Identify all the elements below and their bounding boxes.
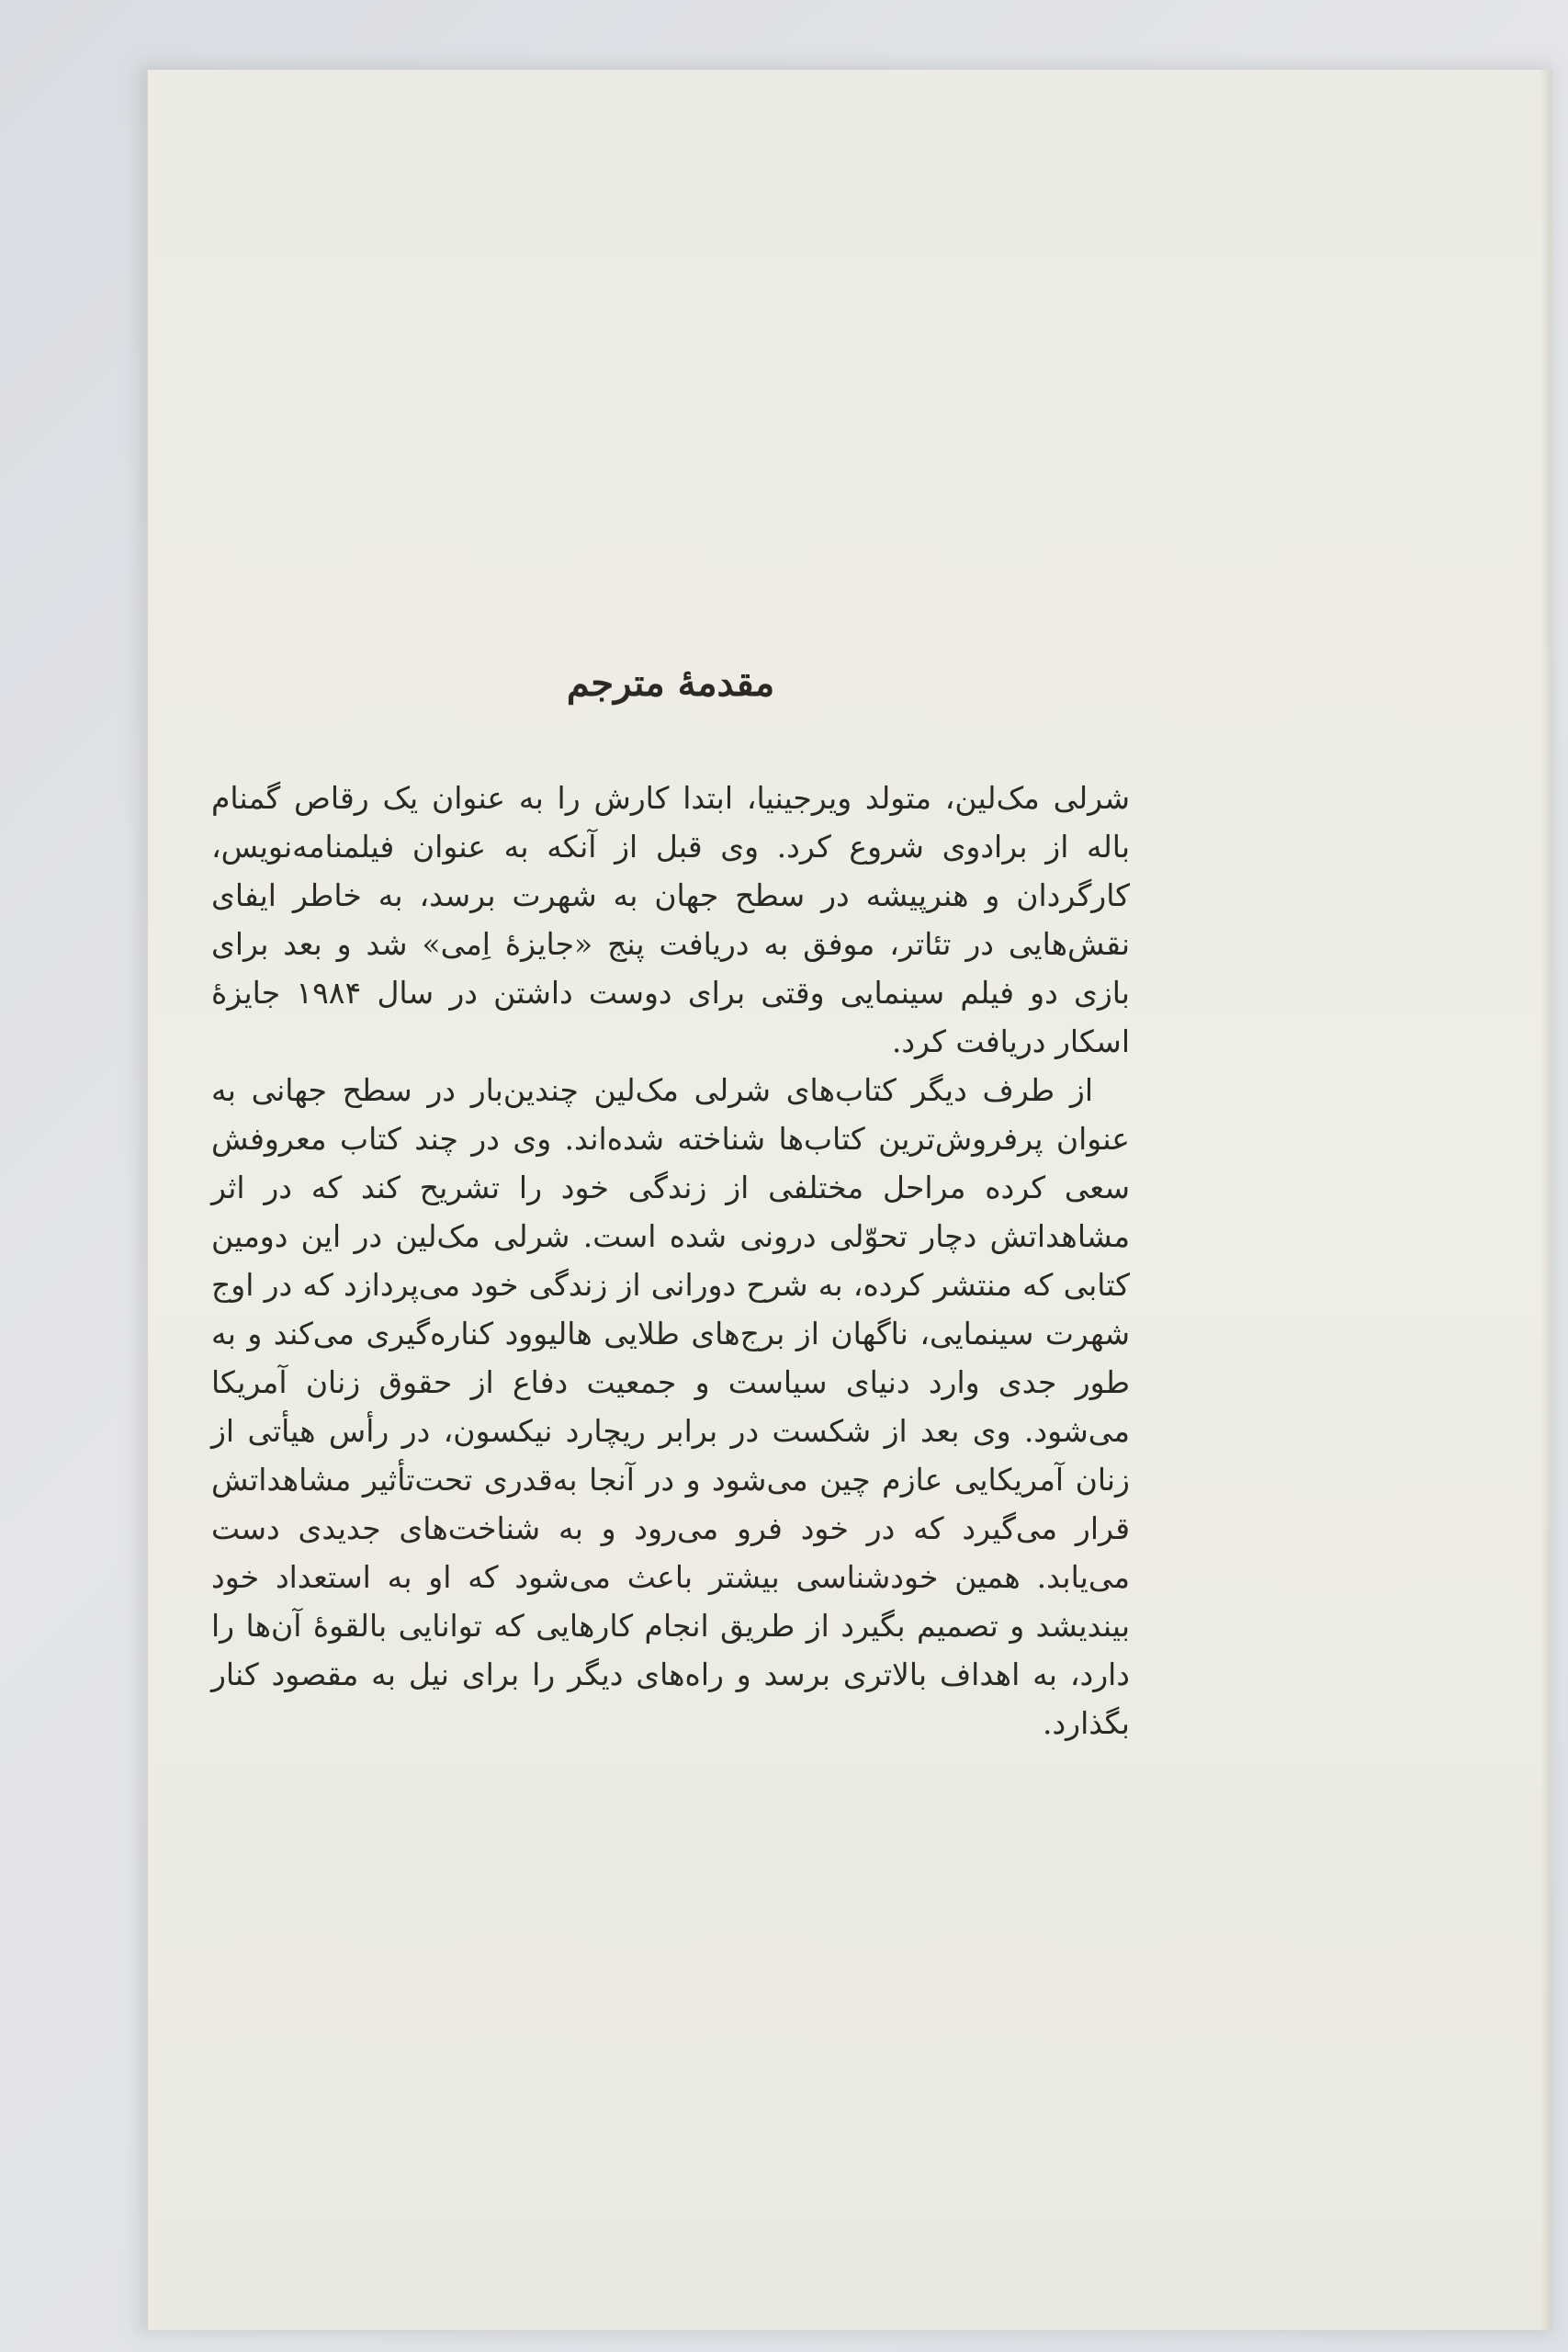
paragraph-2: از طرف دیگر کتاب‌های شرلی مک‌لین چندین‌بار در سطح جهانی به عنوان پرفروش‌ترین کتاب‌ها شناخته شده‌اند. وی در چند کتاب معروفش سعی کرده مراحل مختلفی از زندگی خود را تشریح کند که در اثر مشاهداتش دچار تحوّلی درونی شده است. شرلی مک‌لین در این دومین کتابی که منتشر کرده، به شرح دورانی از زندگی خود می‌پردازد که در اوج شهرت سینمایی، ناگهان از برج‌های طلایی هالیوود کناره‌گیری می‌کند و به طور جدی وارد دنیای سیاست و جمعیت دفاع از حقوق زنان آمریکا می‌شود. وی بعد از شکست در برابر ریچارد نیکسون، در رأس هیأتی از زنان آمریکایی عازم چین می‌شود و در آنجا به‌قدری تحت‌تأثیر مشاهداتش قرار می‌گیرد که در خود فرو می‌رود و به شناخت‌های جدیدی دست می‌یابد. همین خودشناسی بیشتر باعث می‌شود که او به استعداد خود بیندیشد و تصمیم بگیرد از طریق انجام کارهایی که توانایی بالقوهٔ آن‌ها را دارد، به اهداف بالاتری برسد و راه‌های دیگر را برای نیل به مقصود کنار بگذارد. — [211, 1072, 1130, 1741]
page-content — [211, 662, 1130, 1747]
chapter-title: مقدمهٔ مترجم — [566, 662, 775, 705]
paragraph-1: شرلی مک‌لین، متولد ویرجینیا، ابتدا کارش را به عنوان یک رقاص گمنام باله از برادوی شروع کرد. وی قبل از آنکه به عنوان فیلمنامه‌نویس، کارگردان و هنرپیشه در سطح جهان به شهرت برسد، به خاطر ایفای نقش‌هایی در تئاتر، موفق به دریافت پنج «جایزهٔ اِمی» شد و بعد برای بازی دو فیلم سینمایی وقتی برای دوست داشتن در سال ۱۹۸۴ جایزهٔ اسکار دریافت کرد. — [211, 780, 1130, 1059]
page-edge — [1540, 70, 1552, 2330]
